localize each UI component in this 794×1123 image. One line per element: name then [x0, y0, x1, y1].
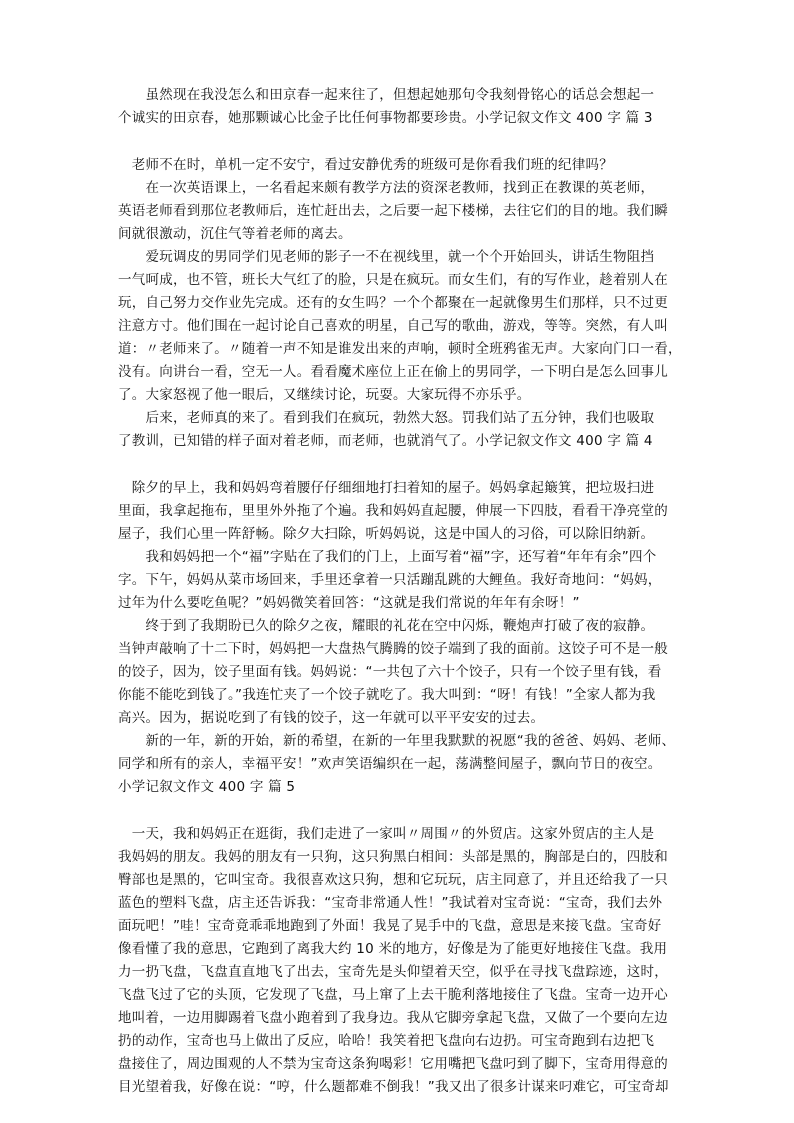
- text-line: 小学记叙文作文 400 字 篇 5: [118, 779, 296, 795]
- text-line: 过年为什么要吃鱼呢？”妈妈微笑着回答：“这就是我们常说的年年有余呀！”: [118, 595, 580, 611]
- text-line: 盘接住了，周边围观的人不禁为宝奇这条狗喝彩！它用嘴把飞盘叼到了脚下，宝奇用得意的: [118, 1056, 668, 1072]
- text-line: 的饺子，因为，饺子里面有钱。妈妈说：“一共包了六十个饺子，只有一个饺子里有钱，看: [118, 664, 662, 680]
- text-line: 虽然现在我没怎么和田京春一起来往了，但想起她那句令我刻骨铭心的话总会想起一: [118, 87, 655, 103]
- text-line: 我妈妈的朋友。我妈的朋友有一只狗，这只狗黑白相间：头部是黑的，胸部是白的，四肢和: [118, 849, 668, 865]
- text-line: 蓝色的塑料飞盘，店主还告诉我：“宝奇非常通人性！”我试着对宝奇说：“宝奇，我们去外: [118, 895, 663, 911]
- text-line: 没有。向讲台一看，空无一人。看看魔术座位上正在偷上的男同学，一下明白是怎么回事儿: [118, 364, 668, 380]
- text-line: 在一次英语课上，一名看起来颇有教学方法的资深老教师，找到正在教课的英老师，: [118, 180, 655, 196]
- text-line: 个诚实的田京春，她那颗诚心比金子比任何事物都要珍贵。小学记叙文作文 400 字 篇 3: [118, 110, 653, 126]
- text-line: 面玩吧！”哇！宝奇竟乖乖地跑到了外面！我晃了晃手中的飞盘，意思是来接飞盘。宝奇好: [118, 918, 662, 934]
- text-line: 你能不能吃到钱了。”我连忙夹了一个饺子就吃了。我大叫到：“呀！有钱！”全家人都为我: [118, 687, 656, 703]
- text-line: 除夕的早上，我和妈妈弯着腰仔仔细细地打扫着知的屋子。妈妈拿起簸箕，把垃圾扫进: [118, 480, 655, 496]
- text-line: 终于到了我期盼已久的除夕之夜，耀眼的礼花在空中闪烁，鞭炮声打破了夜的寂静。: [118, 618, 655, 634]
- text-line: 臀部也是黑的，它叫宝奇。我很喜欢这只狗，想和它玩玩，店主同意了，并且还给我了一只: [118, 872, 668, 888]
- text-line: 当钟声敲响了十二下时，妈妈把一大盘热气腾腾的饺子端到了我的面前。这饺子可不是一般: [118, 641, 668, 657]
- text-line: 像看懂了我的意思，它跑到了离我大约 10 米的地方，好像是为了能更好地接住飞盘。我用: [118, 941, 668, 957]
- text-line: 新的一年，新的开始，新的希望，在新的一年里我默默的祝愿“我的爸爸、妈妈、老师、: [118, 733, 676, 749]
- text-line: 力一扔飞盘，飞盘直直地飞了出去，宝奇先是头仰望着天空，似乎在寻找飞盘踪迹，这时，: [118, 964, 668, 980]
- text-line: 同学和所有的亲人，幸福平安！”欢声笑语编织在一起，荡满整间屋子，飘向节日的夜空。: [118, 756, 662, 772]
- text-line: 英语老师看到那位老教师后，连忙赶出去，之后要一起下楼梯，去往它们的目的地。我们瞬: [118, 203, 668, 219]
- text-line: 高兴。因为，据说吃到了有钱的饺子，这一年就可以平平安安的过去。: [118, 710, 545, 726]
- text-line: 道：〃老师来了。〃随着一声不知是谁发出来的声响，顿时全班鸦雀无声。大家向门口一看，: [118, 341, 682, 357]
- text-line: 间就很激动，沉住气等着老师的离去。: [118, 226, 352, 242]
- text-line: 飞盘飞过了它的头顶，它发现了飞盘，马上窜了上去干脆利落地接住了飞盘。宝奇一边开心: [118, 987, 668, 1003]
- text-line: 扔的动作，宝奇也马上做出了反应，哈哈！我笑着把飞盘向右边扔。可宝奇跑到右边把飞: [118, 1033, 655, 1049]
- text-line: 老师不在时，单机一定不安宁，看过安静优秀的班级可是你看我们班的纪律吗？: [118, 157, 613, 173]
- text-line: 目光望着我，好像在说：“哼，什么题都难不倒我！”我又出了很多计谋来叼难它，可宝奇却: [118, 1079, 669, 1095]
- text-line: 一天，我和妈妈正在逛街，我们走进了一家叫〃周围〃的外贸店。这家外贸店的主人是: [118, 826, 655, 842]
- text-line: 我和妈妈把一个“福”字贴在了我们的门上，上面写着“福”字，还写着“年年有余”四个: [118, 549, 657, 565]
- text-line: 一气呵成，也不管，班长大气红了的脸，只是在疯玩。而女生们，有的写作业，趁着别人在: [118, 272, 668, 288]
- text-line: 后来，老师真的来了。看到我们在疯玩，勃然大怒。罚我们站了五分钟，我们也吸取: [118, 410, 655, 426]
- text-line: 里面，我拿起拖布，里里外外拖了个遍。我和妈妈直起腰，伸展一下四肢，看看干净亮堂的: [118, 503, 668, 519]
- text-line: 注意方寸。他们围在一起讨论自己喜欢的明星，自己写的歌曲，游戏，等等。突然，有人叫: [118, 318, 668, 334]
- text-line: 了教训，已知错的样子面对着老师，而老师，也就消气了。小学记叙文作文 400 字 篇 4: [118, 433, 653, 449]
- text-line: 爱玩调皮的男同学们见老师的影子一不在视线里，就一个个开始回头，讲话生物阻挡: [118, 249, 655, 265]
- text-line: 字。下午，妈妈从菜市场回来，手里还拿着一只活蹦乱跳的大鲤鱼。我好奇地问：“妈妈，: [118, 572, 662, 588]
- text-line: 玩，自己努力交作业先完成。还有的女生吗？一个个都聚在一起就像男生们那样，只不过更: [118, 295, 668, 311]
- text-line: 地叫着，一边用脚踢着飞盘小跑着到了我身边。我从它脚旁拿起飞盘，又做了一个要向左边: [118, 1010, 668, 1026]
- text-line: 了。大家怒视了他一眼后，又继续讨论，玩耍。大家玩得不亦乐乎。: [118, 387, 531, 403]
- text-line: 屋子，我们心里一阵舒畅。除夕大扫除，听妈妈说，这是中国人的习俗，可以除旧纳新。: [118, 526, 655, 542]
